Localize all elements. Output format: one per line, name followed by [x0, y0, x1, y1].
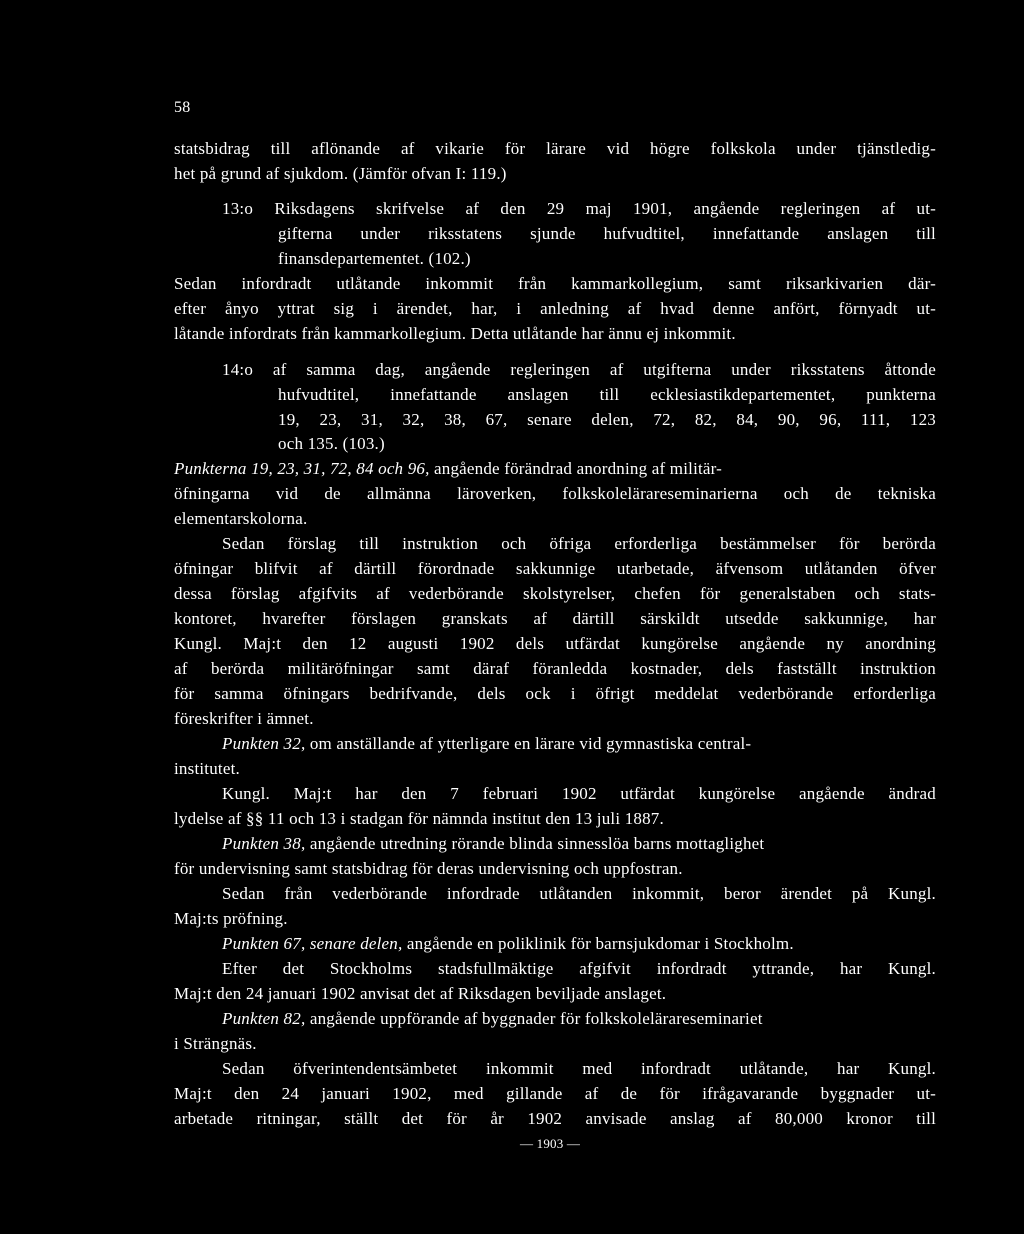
text-line: Kungl. Maj:t har den 7 februari 1902 utfärdat kungörelse angående ändrad — [222, 784, 936, 803]
text-line: efter ånyo yttrat sig i ärendet, har, i anledning af hvad denne anfört, förnyadt ut- — [174, 299, 936, 318]
text-line: Maj:t den 24 januari 1902, med gillande af de för ifrågavarande byggnader ut- — [174, 1084, 936, 1103]
text-line: arbetade ritningar, ställt det för år 1902 anvisade anslag af 80,000 kronor till — [174, 1109, 936, 1128]
text-line: Efter det Stockholms stadsfullmäktige afgifvit infordradt yttrande, har Kungl. — [222, 959, 936, 978]
item-subject: angående uppförande af byggnader för folkskolelärareseminariet — [305, 1009, 763, 1028]
text-line: institutet. — [174, 759, 240, 778]
text-line: Sedan från vederbörande infordrade utlåtanden inkommit, beror ärendet på Kungl. — [222, 884, 936, 903]
text-line: hufvudtitel, innefattande anslagen till ecklesiastikdepartementet, punkterna — [278, 385, 936, 404]
item-heading: Punkten 82, — [222, 1009, 306, 1028]
text-line-heading — [222, 832, 764, 855]
page-number: 58 — [174, 99, 191, 116]
text-line: Maj:ts pröfning. — [174, 909, 288, 928]
text-line-heading — [222, 732, 751, 755]
text-line: gifterna under riksstatens sjunde hufvudtitel, innefattande anslagen till — [278, 224, 936, 243]
text-line: Kungl. Maj:t den 12 augusti 1902 dels utfärdat kungörelse angående ny anordning — [174, 634, 936, 653]
text-line: öfningarna vid de allmänna läroverken, folkskolelärareseminarierna och de tekniska — [174, 484, 936, 503]
text-line: öfningar blifvit af därtill förordnade sakkunnige utarbetade, äfvensom utlåtanden öfver — [174, 559, 936, 578]
item-subject: angående utredning rörande blinda sinnesslöa barns mottaglighet — [305, 834, 765, 853]
item-heading: Punkten 32, — [222, 734, 306, 753]
item-subject: om anställande af ytterligare en lärare vid gymnastiska central- — [305, 734, 752, 753]
text-line: låtande infordrats från kammarkollegium. Detta utlåtande har ännu ej inkommit. — [174, 324, 736, 343]
text-line: 13:o Riksdagens skrifvelse af den 29 maj 1901, angående regleringen af ut- — [222, 199, 936, 218]
text-line: dessa förslag afgifvits af vederbörande skolstyrelser, chefen för generalstaben och stats- — [174, 584, 936, 603]
text-line: i Strängnäs. — [174, 1034, 257, 1053]
text-line: Sedan öfverintendentsämbetet inkommit med infordradt utlåtande, har Kungl. — [222, 1059, 936, 1078]
print-signature: — 1903 — — [520, 1136, 581, 1151]
text-line: het på grund af sjukdom. (Jämför ofvan I: 119.) — [174, 164, 507, 183]
text-line: statsbidrag till aflönande af vikarie för lärare vid högre folkskola under tjänstledig- — [174, 139, 936, 158]
text-line: finansdepartementet. (102.) — [278, 249, 471, 268]
item-subject: angående en poliklinik för barnsjukdomar i Stockholm. — [402, 934, 794, 953]
text-line: och 135. (103.) — [278, 434, 385, 453]
text-line: 14:o af samma dag, angående regleringen af utgifterna under riksstatens åttonde — [222, 360, 936, 379]
text-line: för samma öfningars bedrifvande, dels ock i öfrigt meddelat vederbörande erforderliga — [174, 684, 936, 703]
text-line: elementarskolorna. — [174, 509, 308, 528]
text-line: för undervisning samt statsbidrag för deras undervisning och uppfostran. — [174, 859, 683, 878]
text-line: Sedan infordradt utlåtande inkommit från kammarkollegium, samt riksarkivarien där- — [174, 274, 936, 293]
text-line: 19, 23, 31, 32, 38, 67, senare delen, 72, 82, 84, 90, 96, 111, 123 — [278, 410, 936, 429]
text-line: föreskrifter i ämnet. — [174, 709, 314, 728]
text-line: af berörda militäröfningar samt däraf föranledda kostnader, dels fastställt instruktion — [174, 659, 936, 678]
text-line: Maj:t den 24 januari 1902 anvisat det af Riksdagen beviljade anslaget. — [174, 984, 667, 1003]
text-line-heading — [222, 1007, 763, 1030]
item-heading: Punkterna 19, 23, 31, 72, 84 och 96, — [174, 459, 430, 478]
text-line: kontoret, hvarefter förslagen granskats af därtill särskildt utsedde sakkunnige, har — [174, 609, 936, 628]
item-subject: angående förändrad anordning af militär- — [429, 459, 723, 478]
text-line: Sedan förslag till instruktion och öfriga erforderliga bestämmelser för berörda — [222, 534, 936, 553]
text-line: lydelse af §§ 11 och 13 i stadgan för nämnda institut den 13 juli 1887. — [174, 809, 664, 828]
text-line-heading — [174, 457, 722, 480]
item-heading: Punkten 67, senare delen, — [222, 934, 403, 953]
text-line-heading — [222, 932, 794, 955]
item-heading: Punkten 38, — [222, 834, 306, 853]
